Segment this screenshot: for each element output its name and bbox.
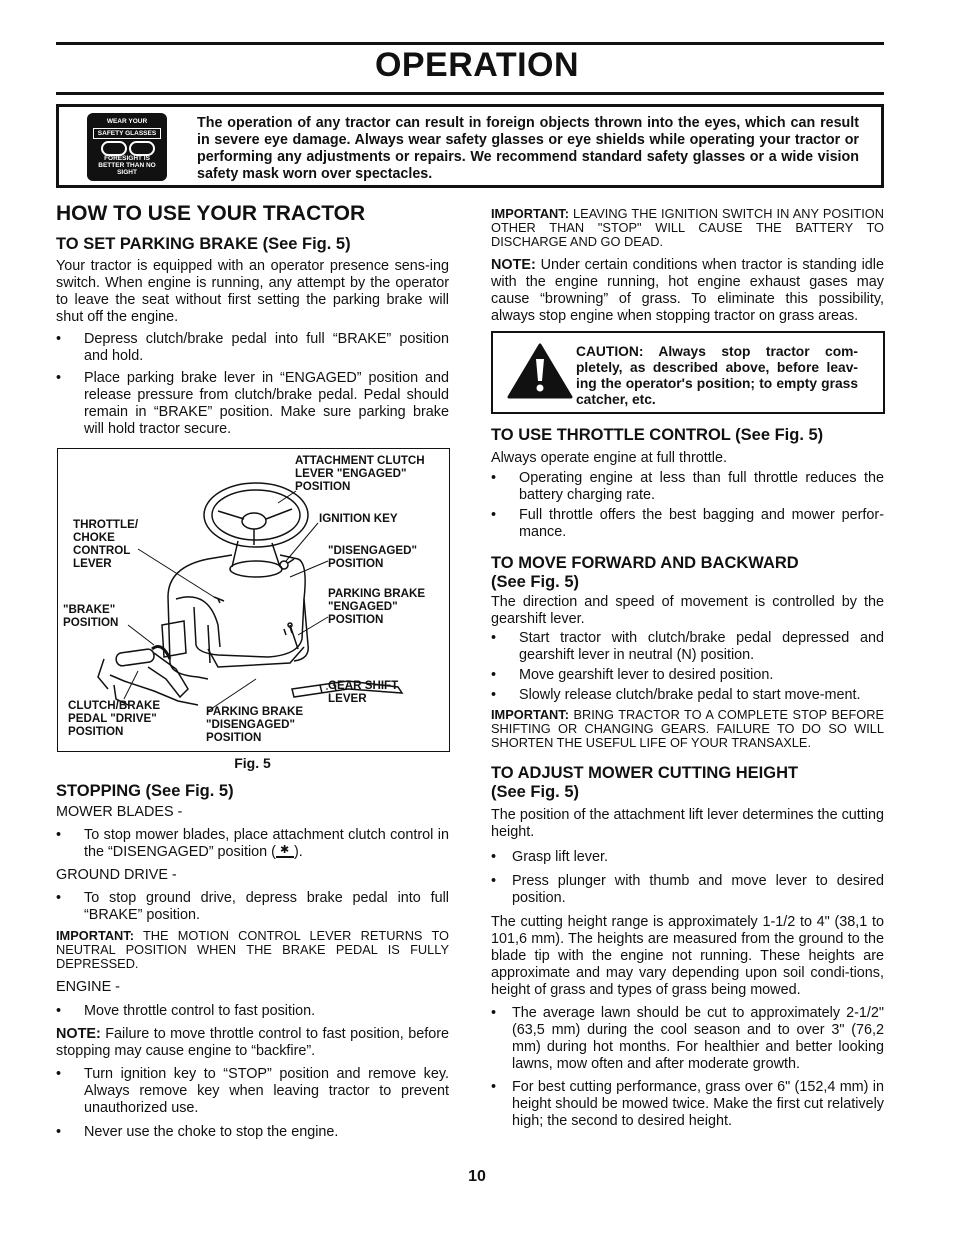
backfire-note: NOTE: Failure to move throttle control to fast position, before stopping may cause engine to “backfire”. (56, 1026, 449, 1059)
height-bullet-1: • Grasp lift lever. (491, 849, 884, 866)
top-rule (56, 42, 884, 45)
forward-bullet-3: • Slowly release clutch/brake pedal to start move-ment. (491, 687, 884, 704)
label-ignition-key: IGNITION KEY (319, 512, 398, 525)
throttle-intro: Always operate engine at full throttle. (491, 450, 727, 466)
label-disengaged-position: "DISENGAGED" POSITION (328, 544, 417, 570)
left-column (56, 202, 449, 438)
figure-5 (57, 448, 450, 752)
section-title: HOW TO USE YOUR TRACTOR (56, 202, 366, 225)
height-intro: The position of the attachment lift lever determines the cutting height. (491, 807, 884, 840)
safety-glasses-icon: WEAR YOUR SAFETY GLASSES FORESIGHT IS BETTER THAN NO SIGHT (87, 113, 167, 181)
caution-box (491, 331, 885, 414)
warning-triangle-icon (507, 343, 573, 399)
label-gear-shift-lever: GEAR SHIFT LEVER (328, 679, 399, 705)
label-attachment-clutch: ATTACHMENT CLUTCH LEVER "ENGAGED" POSITION (295, 454, 425, 493)
page-number: 10 (468, 1168, 486, 1185)
forward-heading: TO MOVE FORWARD AND BACKWARD (See Fig. 5) (491, 554, 799, 591)
throttle-bullet-2: • Full throttle offers the best bagging and mower perfor-mance. (491, 507, 884, 541)
throttle-bullet-1: • Operating engine at less than full throttle reduces the battery charging rate. (491, 470, 884, 504)
height-bullet-3: • The average lawn should be cut to approximately 2-1/2" (63,5 mm) during the cool season and to over 3" (76,2 mm) during hot months. For healthier and better looking lawns, mow often and after moderate growth. (491, 1005, 884, 1073)
height-heading: TO ADJUST MOWER CUTTING HEIGHT (See Fig. 5) (491, 764, 799, 801)
label-brake-position: "BRAKE" POSITION (63, 603, 119, 629)
height-range: The cutting height range is approximately 1-1/2 to 4" (38,1 to 101,6 mm). The heights are measured from the ground to the blade tip with the engine not running. These heights are approximate and may vary depending upon soil condi-tions, height of grass and types of grass being mowed. (491, 914, 884, 998)
parking-heading: TO SET PARKING BRAKE (See Fig. 5) (56, 235, 351, 253)
mower-blades-bullet: • To stop mower blades, place attachment clutch control in the “DISENGAGED” position ( ✱ ). (56, 827, 449, 861)
stopping-heading: STOPPING (See Fig. 5) (56, 782, 234, 800)
engine-bullet-2: • Turn ignition key to “STOP” position and remove key. Always remove key when leaving tractor to prevent unauthorized use. (56, 1066, 449, 1117)
height-bullet-4: • For best cutting performance, grass over 6" (152,4 mm) in height should be mowed twice. Make the first cut relatively high; the second to desired height. (491, 1079, 884, 1130)
throttle-heading: TO USE THROTTLE CONTROL (See Fig. 5) (491, 426, 824, 444)
height-bullet-2: • Press plunger with thumb and move lever to desired position. (491, 873, 884, 907)
ground-drive-label: GROUND DRIVE - (56, 867, 177, 883)
label-parking-brake-disengaged: PARKING BRAKE "DISENGAGED" POSITION (206, 705, 304, 744)
parking-bullet-2: • Place parking brake lever in “ENGAGED” position and release pressure from clutch/brake pedal. Pedal should remain in “BRAKE” position. Make sure parking brake will hold tractor secure. (56, 370, 449, 438)
engine-bullet-1: • Move throttle control to fast position. (56, 1003, 449, 1020)
mower-blades-label: MOWER BLADES - (56, 804, 183, 820)
title-underline (56, 92, 884, 95)
page-title: OPERATION (374, 46, 580, 84)
caution-text: CAUTION: Always stop tractor com-pletely, as described above, before leav-ing the operator's position; to empty grass catcher, etc. (576, 344, 858, 407)
ground-drive-bullet: • To stop ground drive, depress brake pedal into full “BRAKE” position. (56, 890, 449, 924)
right-column-bottom (491, 426, 884, 1130)
label-clutch-brake-drive: CLUTCH/BRAKE PEDAL "DRIVE" POSITION (68, 699, 161, 738)
gears-important: IMPORTANT: BRING TRACTOR TO A COMPLETE STOP BEFORE SHIFTING OR CHANGING GEARS. FAILURE TO DO SO WILL SHORTEN THE USEFUL LIFE OF YOUR TRANSAXLE. (491, 707, 884, 750)
ignition-important: IMPORTANT: LEAVING THE IGNITION SWITCH IN ANY POSITION OTHER THAN "STOP" WILL CAUSE THE BATTERY TO DISCHARGE AND GO DEAD. (491, 206, 884, 249)
safety-warning-box (56, 104, 884, 188)
browning-note: NOTE: Under certain conditions when tractor is standing idle with the engine running, hot engine exhaust gases may cause “browning” of grass. To eliminate this possibility, always stop engine when stopping tractor on grass areas. (491, 257, 884, 324)
label-throttle-choke: THROTTLE/ CHOKE CONTROL LEVER (73, 518, 139, 570)
label-parking-brake-engaged: PARKING BRAKE "ENGAGED" POSITION (328, 587, 426, 626)
clutch-disengaged-icon: ✱ (276, 844, 294, 858)
figure-caption: Fig. 5 (234, 755, 271, 771)
stopping-section (56, 782, 449, 1141)
safety-warning-text: The operation of any tractor can result in foreign objects thrown into the eyes, which can result in severe eye damage. Always wear safety glasses or eye shields while operating your tractor or performing any adjustments or repairs. We recommend standard safety glasses or a wide vision safety mask worn over spectacles. (197, 115, 859, 182)
parking-bullet-1: • Depress clutch/brake pedal into full “BRAKE” position and hold. (56, 331, 449, 365)
right-column-top (491, 207, 884, 325)
engine-label: ENGINE - (56, 979, 120, 995)
parking-intro: Your tractor is equipped with an operator presence sens-ing switch. When engine is running, any attempt by the operator to leave the seat without first setting the parking brake will shut off the engine. (56, 258, 449, 325)
forward-bullet-2: • Move gearshift lever to desired position. (491, 667, 884, 684)
forward-bullet-1: • Start tractor with clutch/brake pedal depressed and gearshift lever in neutral (N) position. (491, 630, 884, 664)
motion-control-important: IMPORTANT: THE MOTION CONTROL LEVER RETURNS TO NEUTRAL POSITION WHEN THE BRAKE PEDAL IS FULLY DEPRESSED. (56, 928, 449, 971)
engine-bullet-3: • Never use the choke to stop the engine. (56, 1124, 449, 1141)
forward-intro: The direction and speed of movement is controlled by the gearshift lever. (491, 594, 884, 627)
